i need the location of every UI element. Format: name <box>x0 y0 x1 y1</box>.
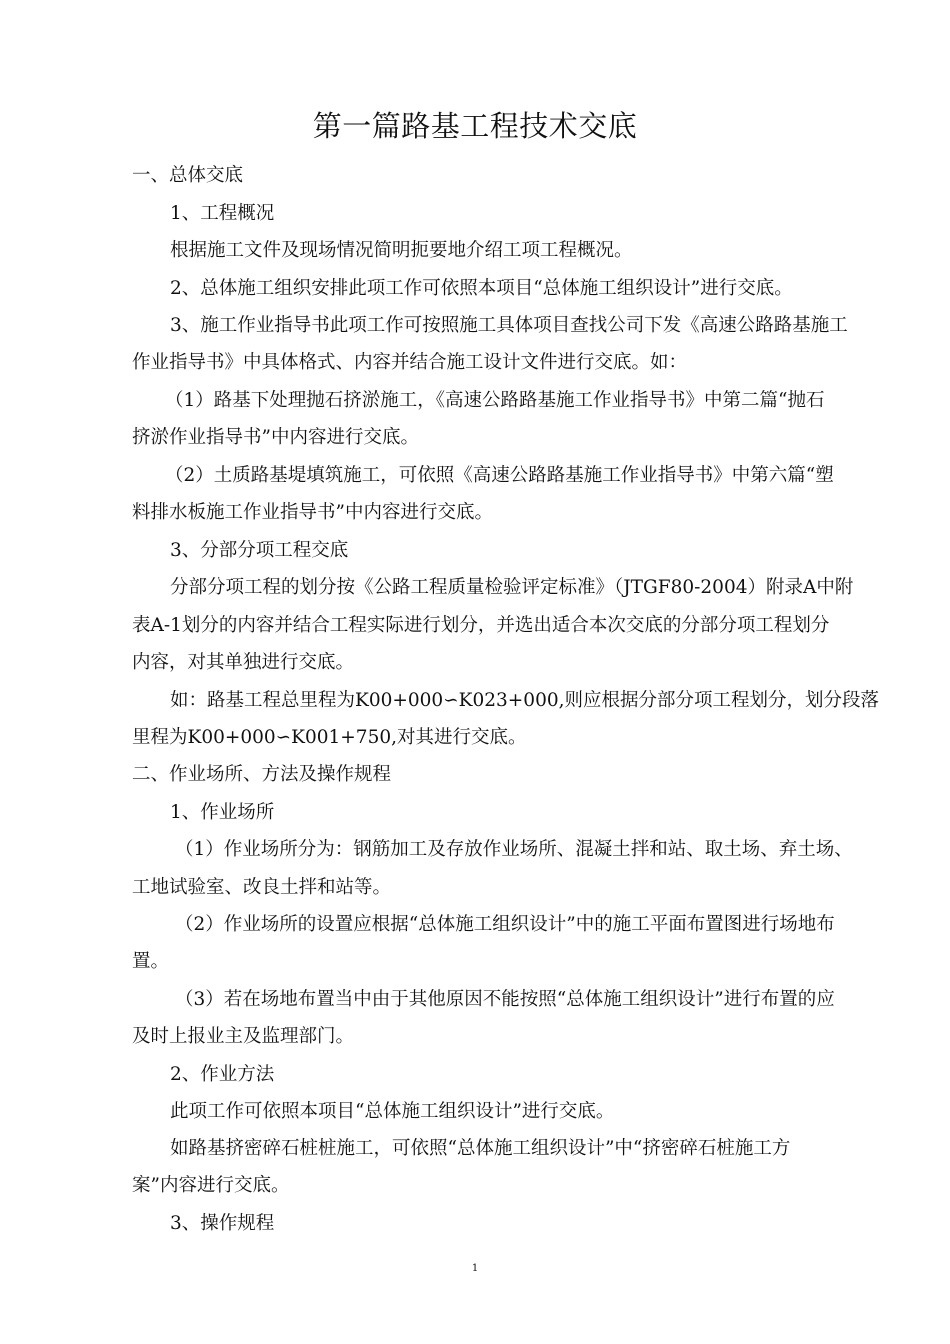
paragraph-line: （2）作业场所的设置应根据“总体施工组织设计”中的施工平面布置图进行场地布 <box>175 914 835 935</box>
paragraph-line: 2、总体施工组织安排此项工作可依照本项目“总体施工组织设计”进行交底。 <box>170 278 793 299</box>
paragraph-line: 3、施工作业指导书此项工作可按照施工具体项目查找公司下发《高速公路路基施工 <box>170 315 848 336</box>
paragraph-line: 如路基挤密碎石桩桩施工，可依照“总体施工组织设计”中“挤密碎石桩施工方 <box>170 1138 791 1159</box>
paragraph-line: 挤淤作业指导书”中内容进行交底。 <box>132 427 419 448</box>
section-heading: 一、总体交底 <box>132 165 244 186</box>
paragraph-line: （3）若在场地布置当中由于其他原因不能按照“总体施工组织设计”进行布置的应 <box>175 989 835 1010</box>
paragraph-line: 作业指导书》中具体格式、内容并结合施工设计文件进行交底。如： <box>132 352 688 373</box>
paragraph-line: （1）作业场所分为：钢筋加工及存放作业场所、混凝土拌和站、取土场、弃土场、 <box>175 839 853 860</box>
paragraph-line: 案”内容进行交底。 <box>132 1175 290 1196</box>
subsection-heading: 3、分部分项工程交底 <box>170 540 349 561</box>
paragraph-line: 工地试验室、改良土拌和站等。 <box>132 877 392 898</box>
paragraph-line: 表A-1划分的内容并结合工程实际进行划分，并选出适合本次交底的分部分项工程划分 <box>132 615 830 636</box>
subsection-heading: 1、作业场所 <box>170 802 275 823</box>
paragraph-line: 置。 <box>132 951 170 972</box>
page-number: 1 <box>471 1263 479 1274</box>
paragraph-line: 内容，对其单独进行交底。 <box>132 652 355 673</box>
paragraph-line: 及时上报业主及监理部门。 <box>132 1026 355 1047</box>
paragraph-line: 里程为K00+000∽K001+750,对其进行交底。 <box>132 727 527 748</box>
document-title: 第一篇路基工程技术交底 <box>312 109 638 143</box>
paragraph-line: （2）土质路基堤填筑施工，可依照《高速公路路基施工作业指导书》中第六篇“塑 <box>165 465 834 486</box>
paragraph-line: （1）路基下处理抛石挤淤施工，《高速公路路基施工作业指导书》中第二篇“抛石 <box>165 390 825 411</box>
subsection-heading: 2、作业方法 <box>170 1064 275 1085</box>
paragraph-line: 料排水板施工作业指导书”中内容进行交底。 <box>132 502 493 523</box>
subsection-heading: 1、工程概况 <box>170 203 275 224</box>
paragraph-line: 此项工作可依照本项目“总体施工组织设计”进行交底。 <box>170 1101 615 1122</box>
paragraph-line: 根据施工文件及现场情况简明扼要地介绍工项工程概况。 <box>170 240 633 261</box>
paragraph-line: 分部分项工程的划分按《公路工程质量检验评定标准》（JTGF80-2004）附录A中附 <box>170 577 854 598</box>
section-heading: 二、作业场所、方法及操作规程 <box>132 764 392 785</box>
subsection-heading: 3、操作规程 <box>170 1213 275 1234</box>
paragraph-line: 如：路基工程总里程为K00+000∽K023+000,则应根据分部分项工程划分，划分段落 <box>170 690 880 711</box>
